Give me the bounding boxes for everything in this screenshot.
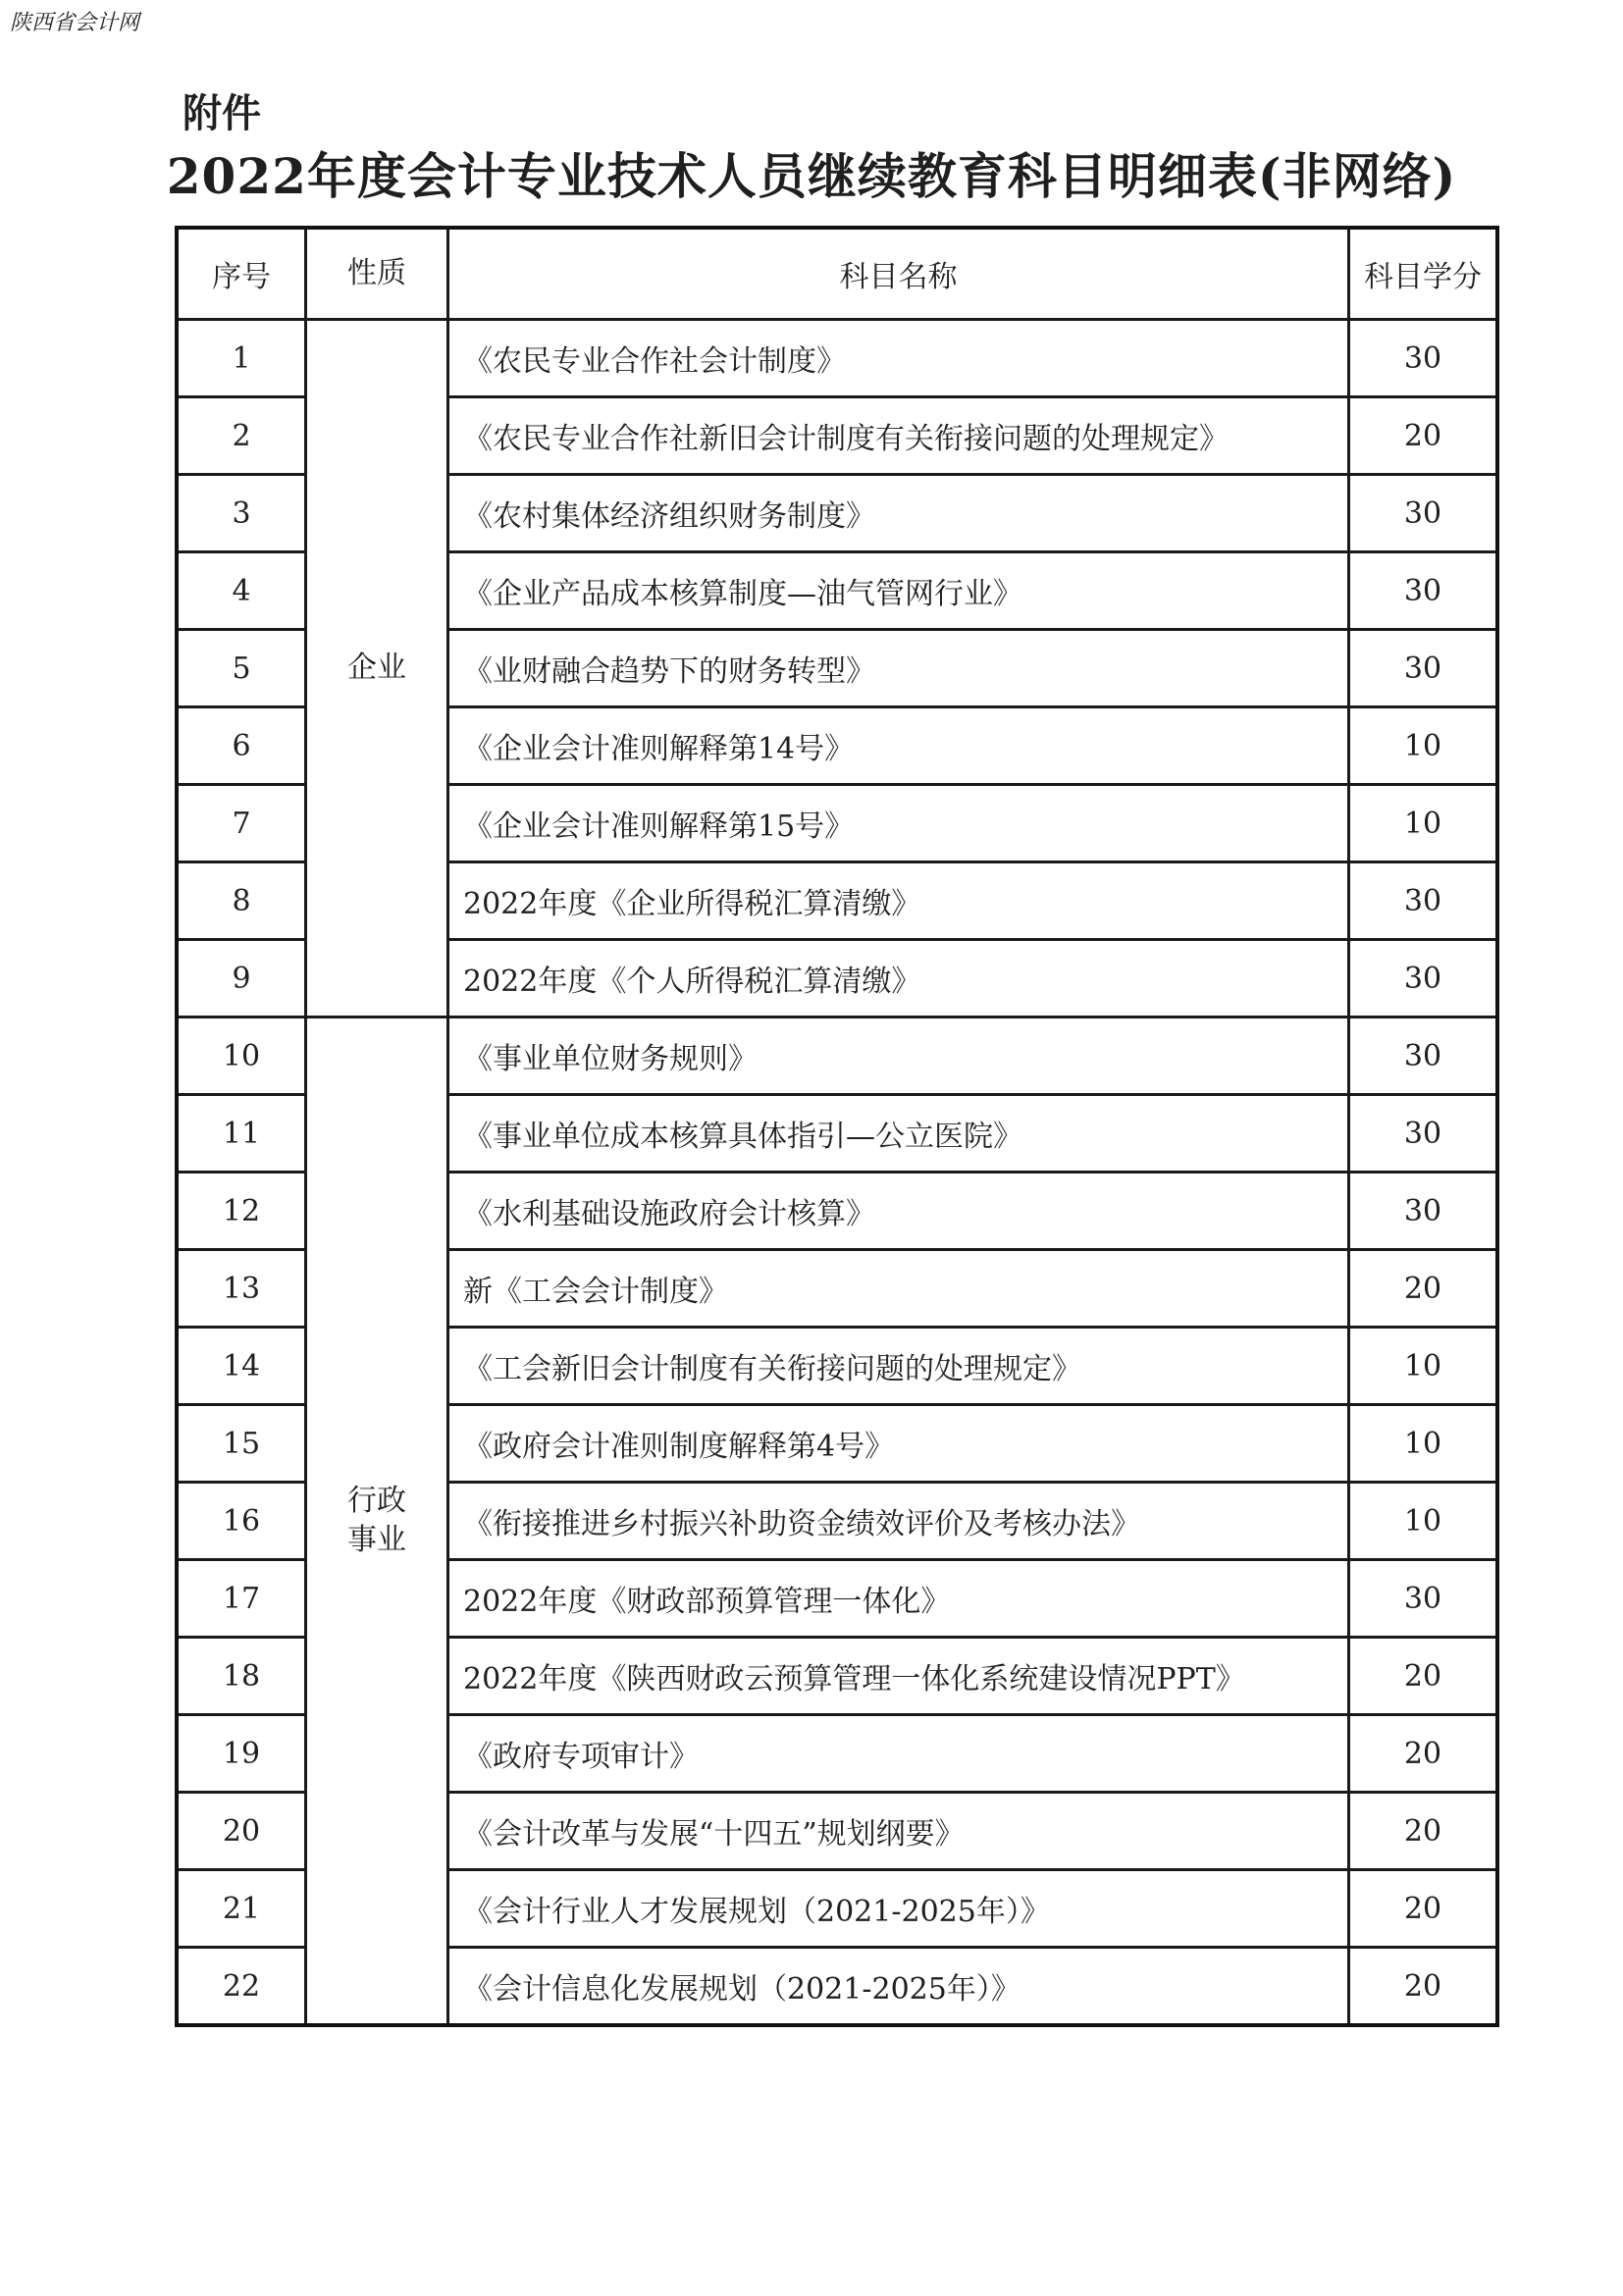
subject-credit: 30 (1349, 1173, 1498, 1250)
row-number: 16 (177, 1483, 306, 1560)
row-number: 7 (177, 785, 306, 862)
row-number: 17 (177, 1560, 306, 1638)
table-body (177, 320, 1497, 2026)
category-cell (306, 320, 448, 1018)
subject-name: 《事业单位财务规则》 (448, 1018, 1349, 1095)
subject-credit: 30 (1349, 552, 1498, 630)
subject-name: 新《工会会计制度》 (448, 1250, 1349, 1328)
table-header (177, 228, 1497, 320)
subject-name: 《业财融合趋势下的财务转型》 (448, 630, 1349, 707)
subject-name: 《衔接推进乡村振兴补助资金绩效评价及考核办法》 (448, 1483, 1349, 1560)
row-number: 18 (177, 1638, 306, 1715)
table-row (177, 320, 1497, 397)
row-number: 6 (177, 707, 306, 785)
subject-credit: 30 (1349, 630, 1498, 707)
subject-credit: 10 (1349, 707, 1498, 785)
subject-name: 《政府会计准则制度解释第4号》 (448, 1405, 1349, 1483)
subject-credit: 10 (1349, 785, 1498, 862)
category-cell (306, 1018, 448, 2026)
subject-credit: 20 (1349, 397, 1498, 475)
subject-credit: 10 (1349, 1483, 1498, 1560)
subject-name: 《企业会计准则解释第14号》 (448, 707, 1349, 785)
subject-name: 《会计信息化发展规划（2021-2025年）》 (448, 1948, 1349, 2026)
subject-credit: 20 (1349, 1948, 1498, 2026)
subject-credit: 20 (1349, 1638, 1498, 1715)
subject-name: 2022年度《企业所得税汇算清缴》 (448, 862, 1349, 940)
subject-name: 《企业产品成本核算制度—油气管网行业》 (448, 552, 1349, 630)
subject-credit: 20 (1349, 1715, 1498, 1793)
subject-name: 《工会新旧会计制度有关衔接问题的处理规定》 (448, 1328, 1349, 1405)
subject-name: 《农民专业合作社新旧会计制度有关衔接问题的处理规定》 (448, 397, 1349, 475)
table-row (177, 1018, 1497, 1095)
subject-credit: 10 (1349, 1405, 1498, 1483)
subject-name: 《水利基础设施政府会计核算》 (448, 1173, 1349, 1250)
subject-name: 2022年度《个人所得税汇算清缴》 (448, 940, 1349, 1018)
row-number: 21 (177, 1870, 306, 1948)
subject-credit: 30 (1349, 1560, 1498, 1638)
attachment-label: 附件 (183, 91, 261, 136)
category-label: 企业 (347, 651, 406, 685)
document-title: 2022年度会计专业技术人员继续教育科目明细表(非网络) (166, 147, 1457, 205)
row-number: 5 (177, 630, 306, 707)
category-label: 行政事业 (347, 1484, 406, 1557)
header-no: 序号 (177, 228, 306, 320)
header-row (177, 228, 1497, 320)
row-number: 12 (177, 1173, 306, 1250)
header-credit: 科目学分 (1349, 228, 1498, 320)
subject-name: 《政府专项审计》 (448, 1715, 1349, 1793)
row-number: 4 (177, 552, 306, 630)
row-number: 9 (177, 940, 306, 1018)
subject-name: 《企业会计准则解释第15号》 (448, 785, 1349, 862)
subjects-table (175, 226, 1499, 2027)
subject-name: 《农村集体经济组织财务制度》 (448, 475, 1349, 552)
row-number: 15 (177, 1405, 306, 1483)
subject-credit: 30 (1349, 940, 1498, 1018)
subject-name: 《会计行业人才发展规划（2021-2025年）》 (448, 1870, 1349, 1948)
subject-credit: 30 (1349, 1018, 1498, 1095)
row-number: 20 (177, 1793, 306, 1870)
row-number: 13 (177, 1250, 306, 1328)
row-number: 1 (177, 320, 306, 397)
watermark-text: 陕西省会计网 (10, 11, 140, 35)
row-number: 8 (177, 862, 306, 940)
subject-name: 《会计改革与发展“十四五”规划纲要》 (448, 1793, 1349, 1870)
subject-credit: 30 (1349, 320, 1498, 397)
subject-credit: 20 (1349, 1870, 1498, 1948)
row-number: 3 (177, 475, 306, 552)
row-number: 2 (177, 397, 306, 475)
row-number: 10 (177, 1018, 306, 1095)
subject-credit: 30 (1349, 862, 1498, 940)
row-number: 22 (177, 1948, 306, 2026)
header-type: 性质 (306, 228, 448, 320)
subject-name: 《农民专业合作社会计制度》 (448, 320, 1349, 397)
row-number: 19 (177, 1715, 306, 1793)
subject-name: 2022年度《陕西财政云预算管理一体化系统建设情况PPT》 (448, 1638, 1349, 1715)
subject-name: 《事业单位成本核算具体指引—公立医院》 (448, 1095, 1349, 1173)
subject-name: 2022年度《财政部预算管理一体化》 (448, 1560, 1349, 1638)
row-number: 14 (177, 1328, 306, 1405)
subject-credit: 30 (1349, 1095, 1498, 1173)
subject-credit: 30 (1349, 475, 1498, 552)
subject-credit: 20 (1349, 1250, 1498, 1328)
subject-credit: 10 (1349, 1328, 1498, 1405)
header-name: 科目名称 (448, 228, 1349, 320)
subject-credit: 20 (1349, 1793, 1498, 1870)
row-number: 11 (177, 1095, 306, 1173)
